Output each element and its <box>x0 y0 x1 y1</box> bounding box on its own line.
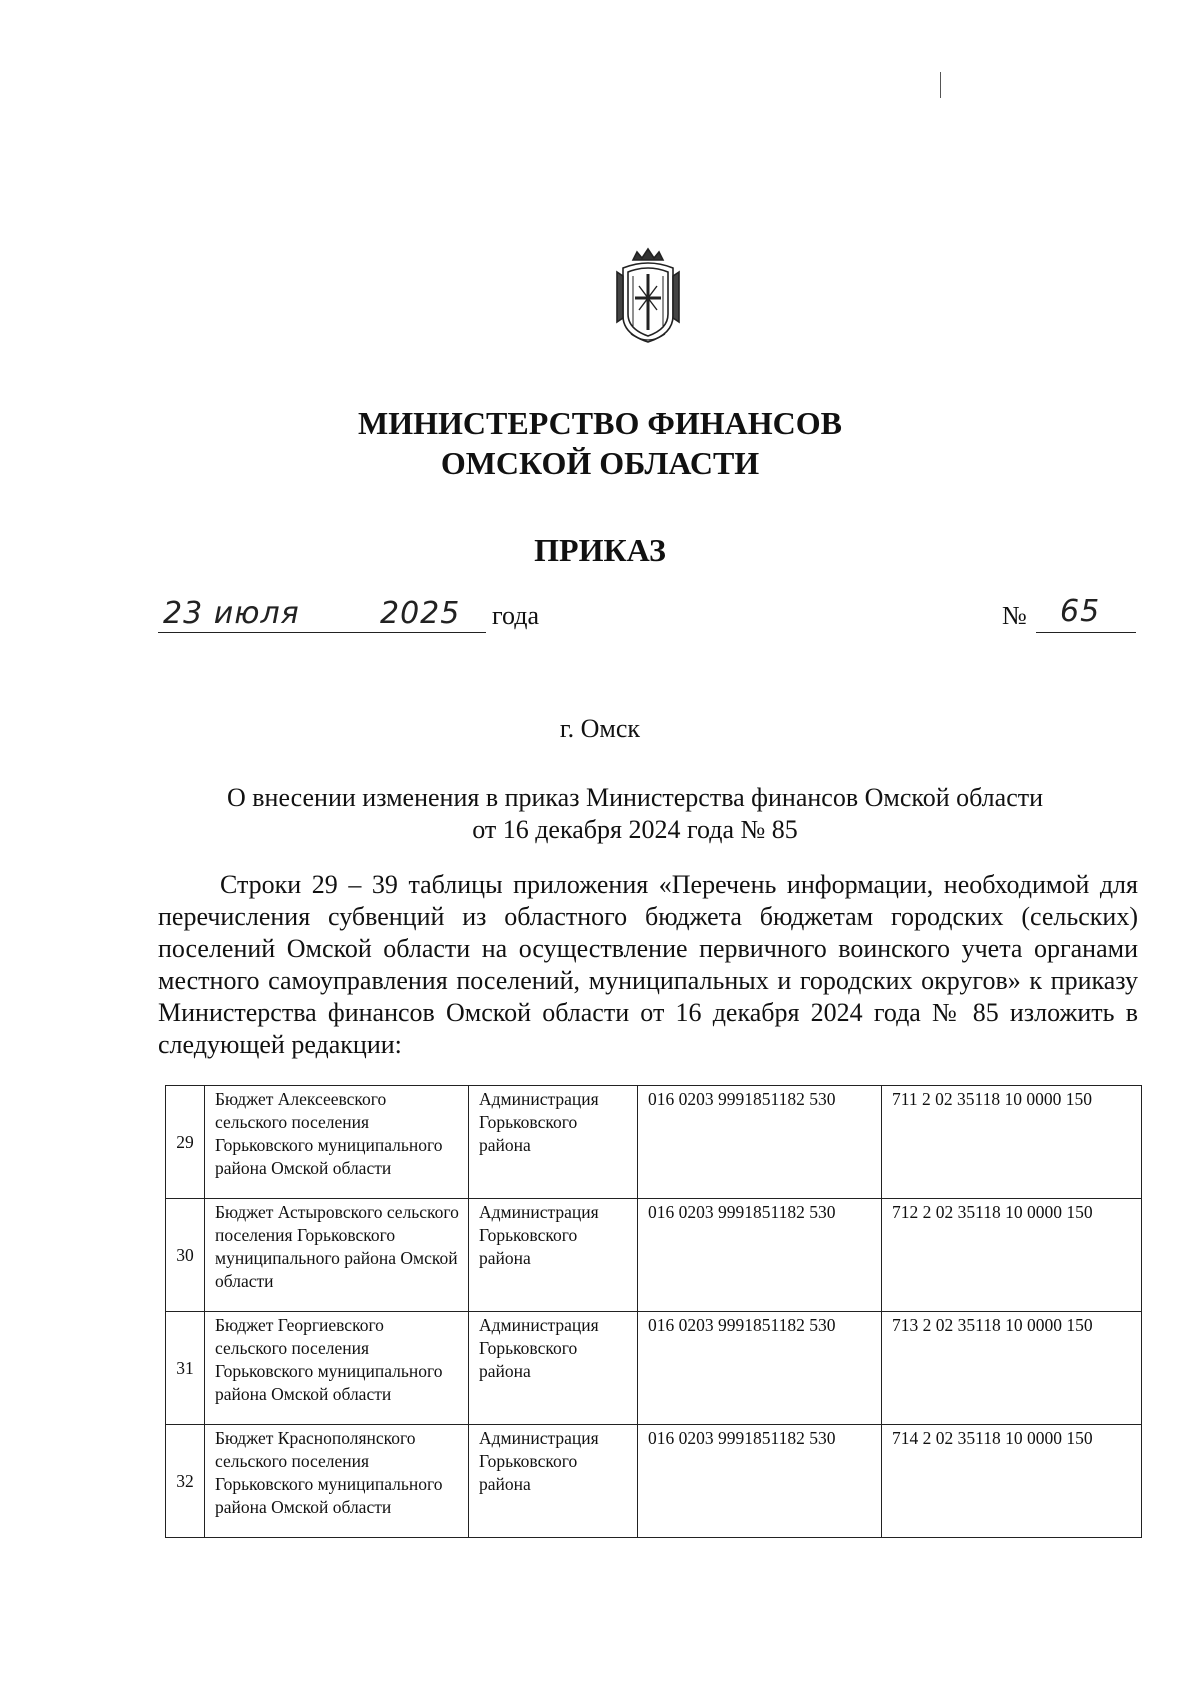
subventions-table <box>165 1085 1142 1538</box>
date-day-month: 23 июля <box>163 596 300 631</box>
administrator: Администрация Горьковского района <box>469 1086 638 1199</box>
order-subject <box>170 782 1100 846</box>
date-suffix: года <box>492 601 540 630</box>
budget-name: Бюджет Алексеевского сельского поселения Горьковского муниципального района Омской области <box>205 1086 469 1199</box>
ministry-line-2: ОМСКОЙ ОБЛАСТИ <box>440 445 760 481</box>
budget-name: Бюджет Астыровского сельского поселения Горьковского муниципального района Омской области <box>205 1199 469 1312</box>
scan-mark <box>940 72 941 98</box>
row-number: 32 <box>166 1425 205 1538</box>
budget-name: Бюджет Георгиевского сельского поселения Горьковского муниципального района Омской области <box>205 1312 469 1425</box>
ministry-line-1: МИНИСТЕРСТВО ФИНАНСОВ <box>358 405 842 441</box>
row-number: 31 <box>166 1312 205 1425</box>
ministry-name <box>0 403 1200 483</box>
coat-of-arms-emblem <box>613 246 683 346</box>
body-paragraph: Строки 29 – 39 таблицы приложения «Перечень информации, необходимой для перечисления субвенций из областного бюджета бюджетам городских (сельских) поселений Омской области на осуществление первичного воинского учета органами местного самоуправления поселений, муниципальных и городских округов» к приказу Министерства финансов Омской области от 16 декабря 2024 года № 85 изложить в следующей редакции: <box>158 870 1138 1059</box>
table-row <box>166 1425 1142 1538</box>
row-number: 30 <box>166 1199 205 1312</box>
administrator: Администрация Горьковского района <box>469 1199 638 1312</box>
subject-line-2: от 16 декабря 2024 года № 85 <box>472 815 798 844</box>
administrator: Администрация Горьковского района <box>469 1312 638 1425</box>
number-sign: № <box>1002 601 1027 630</box>
subject-line-1: О внесении изменения в приказ Министерства финансов Омской области <box>226 783 1044 812</box>
administrator: Администрация Горьковского района <box>469 1425 638 1538</box>
order-number: 65 <box>1060 594 1101 629</box>
table-row <box>166 1199 1142 1312</box>
expense-code: 016 0203 9991851182 530 <box>638 1425 882 1538</box>
income-code: 712 2 02 35118 10 0000 150 <box>882 1199 1142 1312</box>
income-code: 713 2 02 35118 10 0000 150 <box>882 1312 1142 1425</box>
expense-code: 016 0203 9991851182 530 <box>638 1312 882 1425</box>
order-body <box>158 869 1138 1061</box>
city: г. Омск <box>559 714 641 743</box>
expense-code: 016 0203 9991851182 530 <box>638 1199 882 1312</box>
date-year: 2025 <box>380 596 461 631</box>
table-row <box>166 1312 1142 1425</box>
budget-name: Бюджет Краснополянского сельского поселения Горьковского муниципального района Омской области <box>205 1425 469 1538</box>
income-code: 711 2 02 35118 10 0000 150 <box>882 1086 1142 1199</box>
document-type: ПРИКАЗ <box>534 532 666 568</box>
expense-code: 016 0203 9991851182 530 <box>638 1086 882 1199</box>
income-code: 714 2 02 35118 10 0000 150 <box>882 1425 1142 1538</box>
row-number: 29 <box>166 1086 205 1199</box>
table-row <box>166 1086 1142 1199</box>
